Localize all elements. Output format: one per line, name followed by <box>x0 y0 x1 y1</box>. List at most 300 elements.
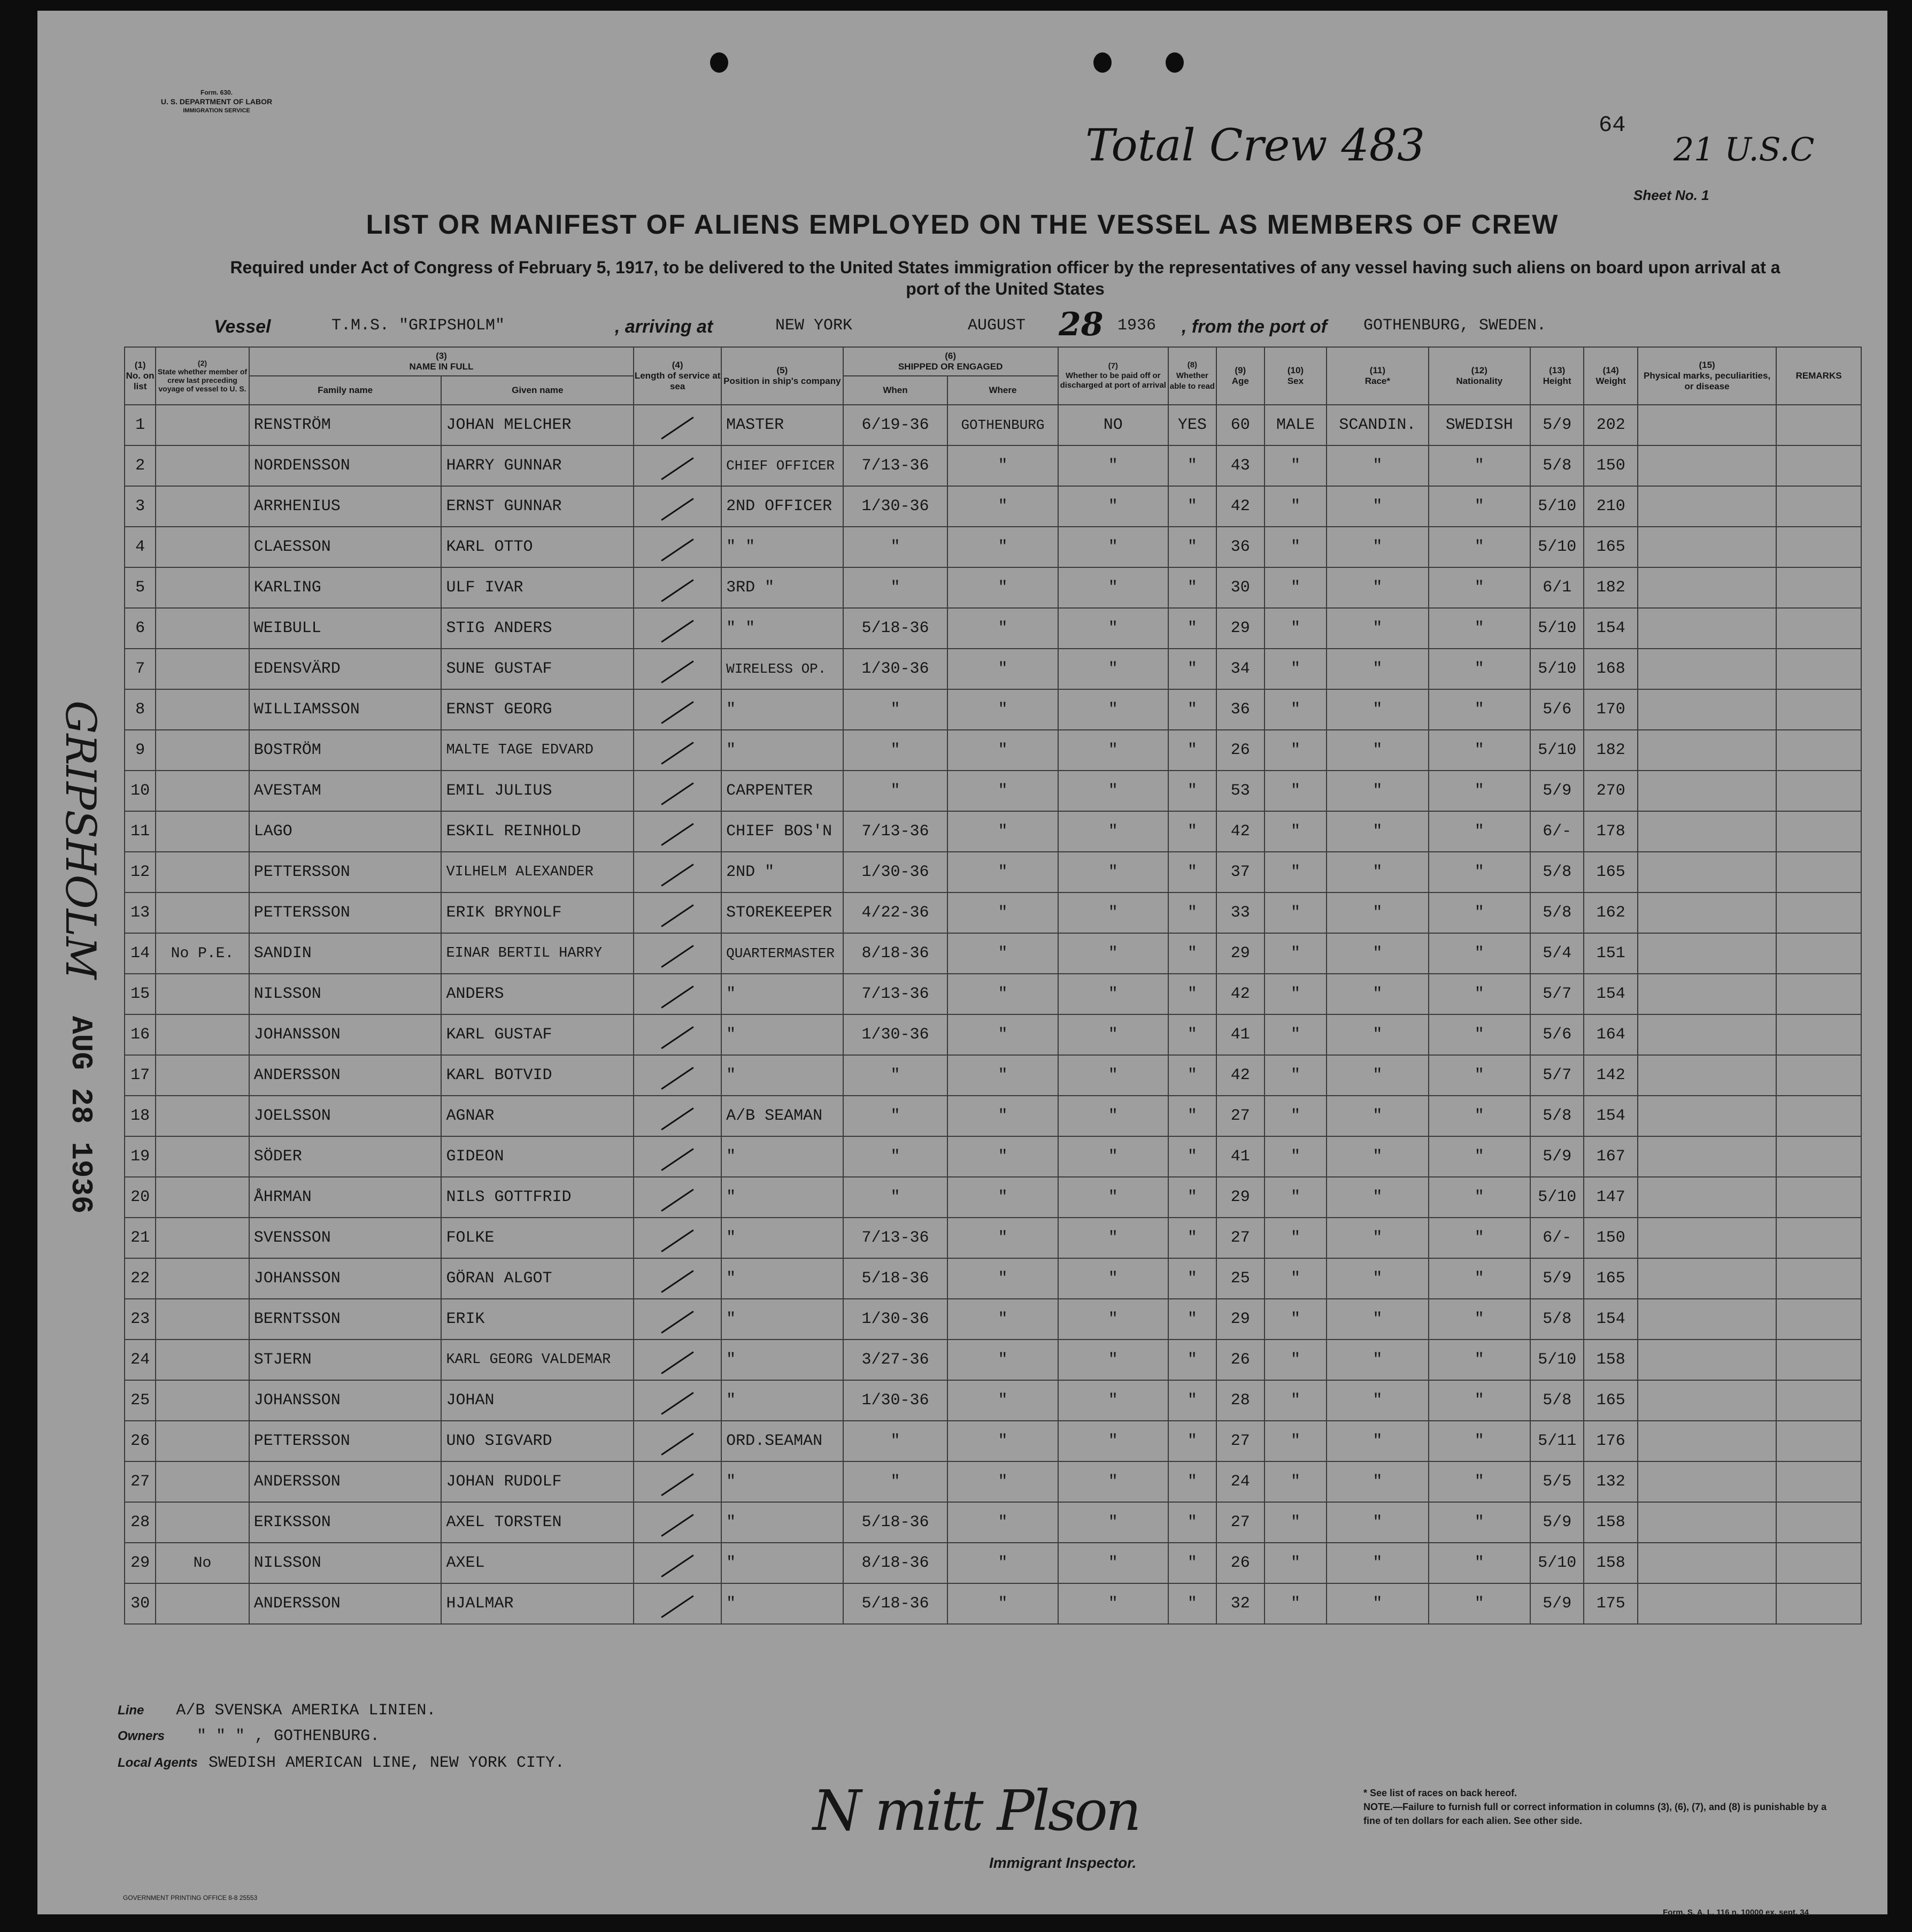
cell-shipped-when: 6/19-36 <box>843 405 948 445</box>
cell-previous-voyage: No <box>156 1543 249 1583</box>
cell-sex: " <box>1265 1461 1327 1502</box>
cell-paid-off: " <box>1058 730 1168 771</box>
cell-nationality: " <box>1429 1299 1530 1340</box>
cell-paid-off: " <box>1058 567 1168 608</box>
cell-shipped-where: " <box>947 892 1058 933</box>
cell-position: " " <box>721 527 843 567</box>
cell-race: " <box>1327 689 1428 730</box>
cell-able-to-read: " <box>1168 1340 1216 1380</box>
cell-height: 5/9 <box>1530 1502 1584 1543</box>
cell-physical-marks <box>1638 1380 1776 1421</box>
cell-weight: 202 <box>1584 405 1638 445</box>
cell-nationality: " <box>1429 811 1530 852</box>
cell-position: CHIEF BOS'N <box>721 811 843 852</box>
cell-given-name: SUNE GUSTAF <box>441 649 634 689</box>
cell-race: " <box>1327 771 1428 811</box>
tick-mark <box>661 823 693 846</box>
cell-shipped-where: " <box>947 486 1058 527</box>
owners-label: Owners <box>118 1729 165 1743</box>
tick-mark <box>661 660 693 683</box>
cell-remarks <box>1776 771 1861 811</box>
cell-able-to-read: " <box>1168 1583 1216 1624</box>
cell-weight: 158 <box>1584 1543 1638 1583</box>
cell-nationality: " <box>1429 1421 1530 1461</box>
line-value: A/B SVENSKA AMERIKA LINIEN. <box>176 1702 436 1720</box>
cell-height: 5/7 <box>1530 974 1584 1014</box>
cell-position: " <box>721 1340 843 1380</box>
cell-length-of-service <box>634 1014 721 1055</box>
cell-physical-marks <box>1638 1218 1776 1258</box>
cell-weight: 158 <box>1584 1502 1638 1543</box>
cell-physical-marks <box>1638 405 1776 445</box>
cell-length-of-service <box>634 486 721 527</box>
table-row <box>125 811 1861 852</box>
cell-race: " <box>1327 1299 1428 1340</box>
cell-position: " <box>721 974 843 1014</box>
cell-previous-voyage <box>156 771 249 811</box>
cell-paid-off: " <box>1058 974 1168 1014</box>
cell-shipped-where: " <box>947 527 1058 567</box>
cell-weight: 164 <box>1584 1014 1638 1055</box>
cell-age: 30 <box>1216 567 1265 608</box>
cell-paid-off: " <box>1058 1421 1168 1461</box>
tick-mark <box>661 417 693 440</box>
cell-shipped-where: " <box>947 1055 1058 1096</box>
cell-race: " <box>1327 527 1428 567</box>
cell-able-to-read: " <box>1168 1461 1216 1502</box>
cell-height: 5/8 <box>1530 852 1584 892</box>
cell-family-name: EDENSVÄRD <box>249 649 442 689</box>
cell-weight: 165 <box>1584 1258 1638 1299</box>
cell-list-number: 12 <box>125 852 156 892</box>
cell-length-of-service <box>634 527 721 567</box>
cell-nationality: " <box>1429 1583 1530 1624</box>
cell-sex: MALE <box>1265 405 1327 445</box>
cell-nationality: " <box>1429 1258 1530 1299</box>
cell-family-name: NORDENSSON <box>249 445 442 486</box>
cell-list-number: 7 <box>125 649 156 689</box>
cell-race: " <box>1327 1380 1428 1421</box>
cell-remarks <box>1776 1543 1861 1583</box>
cell-height: 5/9 <box>1530 1136 1584 1177</box>
cell-shipped-when: 7/13-36 <box>843 811 948 852</box>
cell-race: " <box>1327 1218 1428 1258</box>
cell-length-of-service <box>634 1177 721 1218</box>
cell-shipped-when: " <box>843 1177 948 1218</box>
cell-sex: " <box>1265 1421 1327 1461</box>
cell-weight: 165 <box>1584 852 1638 892</box>
cell-age: 26 <box>1216 1340 1265 1380</box>
cell-position: " <box>721 1502 843 1543</box>
cell-given-name: VILHELM ALEXANDER <box>441 852 634 892</box>
cell-race: " <box>1327 811 1428 852</box>
cell-able-to-read: " <box>1168 771 1216 811</box>
cell-family-name: BOSTRÖM <box>249 730 442 771</box>
cell-nationality: " <box>1429 567 1530 608</box>
punch-hole <box>1166 52 1184 73</box>
cell-paid-off: " <box>1058 892 1168 933</box>
cell-shipped-when: 5/18-36 <box>843 1583 948 1624</box>
cell-given-name: AGNAR <box>441 1096 634 1136</box>
cell-sex: " <box>1265 486 1327 527</box>
cell-paid-off: " <box>1058 1340 1168 1380</box>
cell-shipped-when: 1/30-36 <box>843 1299 948 1340</box>
cell-family-name: ANDERSSON <box>249 1461 442 1502</box>
cell-nationality: " <box>1429 771 1530 811</box>
cell-sex: " <box>1265 1340 1327 1380</box>
cell-shipped-when: " <box>843 1421 948 1461</box>
margin-date-stamp: AUG 28 1936 <box>64 1016 98 1214</box>
cell-age: 43 <box>1216 445 1265 486</box>
cell-able-to-read: " <box>1168 445 1216 486</box>
cell-weight: 154 <box>1584 974 1638 1014</box>
cell-shipped-where: " <box>947 811 1058 852</box>
cell-given-name: EMIL JULIUS <box>441 771 634 811</box>
col-sex: (10) Sex <box>1265 347 1327 405</box>
cell-nationality: " <box>1429 1096 1530 1136</box>
cell-physical-marks <box>1638 445 1776 486</box>
cell-position: 3RD " <box>721 567 843 608</box>
cell-shipped-when: 7/13-36 <box>843 974 948 1014</box>
cell-able-to-read: " <box>1168 1380 1216 1421</box>
cell-list-number: 10 <box>125 771 156 811</box>
owners-field <box>118 1727 380 1745</box>
cell-family-name: PETTERSSON <box>249 1421 442 1461</box>
cell-height: 5/8 <box>1530 892 1584 933</box>
cell-remarks <box>1776 608 1861 649</box>
cell-height: 5/10 <box>1530 1177 1584 1218</box>
cell-physical-marks <box>1638 730 1776 771</box>
cell-able-to-read: " <box>1168 649 1216 689</box>
cell-position: 2ND " <box>721 852 843 892</box>
cell-length-of-service <box>634 689 721 730</box>
cell-previous-voyage <box>156 1014 249 1055</box>
cell-physical-marks <box>1638 811 1776 852</box>
col-given-name: Given name <box>441 376 634 405</box>
cell-nationality: " <box>1429 974 1530 1014</box>
table-row <box>125 527 1861 567</box>
cell-able-to-read: " <box>1168 567 1216 608</box>
cell-age: 25 <box>1216 1258 1265 1299</box>
cell-weight: 142 <box>1584 1055 1638 1096</box>
page-number: 64 <box>1599 112 1626 138</box>
line-field <box>118 1702 436 1720</box>
cell-given-name: ERIK BRYNOLF <box>441 892 634 933</box>
cell-shipped-where: " <box>947 649 1058 689</box>
cell-shipped-where: GOTHENBURG <box>947 405 1058 445</box>
cell-previous-voyage <box>156 1299 249 1340</box>
cell-remarks <box>1776 1502 1861 1543</box>
cell-physical-marks <box>1638 1340 1776 1380</box>
cell-age: 27 <box>1216 1421 1265 1461</box>
cell-length-of-service <box>634 1380 721 1421</box>
manifest-sheet <box>37 11 1887 1917</box>
cell-paid-off: " <box>1058 1096 1168 1136</box>
cell-shipped-when: " <box>843 689 948 730</box>
cell-paid-off: " <box>1058 933 1168 974</box>
cell-shipped-when: 5/18-36 <box>843 1258 948 1299</box>
cell-position: " <box>721 1177 843 1218</box>
cell-weight: 168 <box>1584 649 1638 689</box>
cell-age: 29 <box>1216 933 1265 974</box>
cell-position: " <box>721 1461 843 1502</box>
cell-nationality: " <box>1429 1380 1530 1421</box>
cell-family-name: SANDIN <box>249 933 442 974</box>
department-name: U. S. DEPARTMENT OF LABOR <box>160 97 273 106</box>
document-title: LIST OR MANIFEST OF ALIENS EMPLOYED ON THE VESSEL AS MEMBERS OF CREW <box>366 209 1559 240</box>
cell-list-number: 27 <box>125 1461 156 1502</box>
cell-race: " <box>1327 1461 1428 1502</box>
inspector-signature: N mitt Plson <box>813 1778 1139 1843</box>
cell-remarks <box>1776 974 1861 1014</box>
cell-weight: 178 <box>1584 811 1638 852</box>
cell-paid-off: " <box>1058 1380 1168 1421</box>
cell-length-of-service <box>634 933 721 974</box>
cell-paid-off: " <box>1058 608 1168 649</box>
cell-height: 5/9 <box>1530 771 1584 811</box>
form-identifier <box>136 88 297 116</box>
cell-sex: " <box>1265 1258 1327 1299</box>
tick-mark <box>661 1311 693 1334</box>
cell-family-name: STJERN <box>249 1340 442 1380</box>
cell-remarks <box>1776 1421 1861 1461</box>
cell-able-to-read: " <box>1168 1096 1216 1136</box>
cell-race: " <box>1327 1340 1428 1380</box>
cell-shipped-when: 1/30-36 <box>843 1014 948 1055</box>
cell-shipped-when: 1/30-36 <box>843 1380 948 1421</box>
cell-paid-off: " <box>1058 852 1168 892</box>
cell-shipped-where: " <box>947 608 1058 649</box>
cell-weight: 182 <box>1584 567 1638 608</box>
cell-shipped-when: " <box>843 1461 948 1502</box>
cell-given-name: HARRY GUNNAR <box>441 445 634 486</box>
cell-able-to-read: " <box>1168 1299 1216 1340</box>
agents-label: Local Agents <box>118 1756 198 1770</box>
cell-family-name: ANDERSSON <box>249 1055 442 1096</box>
cell-age: 27 <box>1216 1502 1265 1543</box>
tick-mark <box>661 1026 693 1049</box>
cell-list-number: 26 <box>125 1421 156 1461</box>
cell-list-number: 30 <box>125 1583 156 1624</box>
table-row <box>125 1258 1861 1299</box>
col-family-name: Family name <box>249 376 442 405</box>
cell-nationality: " <box>1429 852 1530 892</box>
cell-previous-voyage <box>156 852 249 892</box>
cell-nationality: " <box>1429 608 1530 649</box>
cell-age: 28 <box>1216 1380 1265 1421</box>
cell-weight: 176 <box>1584 1421 1638 1461</box>
cell-physical-marks <box>1638 1055 1776 1096</box>
cell-weight: 210 <box>1584 486 1638 527</box>
cell-list-number: 8 <box>125 689 156 730</box>
cell-height: 5/4 <box>1530 933 1584 974</box>
cell-height: 5/9 <box>1530 1583 1584 1624</box>
cell-length-of-service <box>634 567 721 608</box>
cell-weight: 270 <box>1584 771 1638 811</box>
cell-remarks <box>1776 1218 1861 1258</box>
cell-shipped-where: " <box>947 1461 1058 1502</box>
tick-mark <box>661 701 693 724</box>
cell-remarks <box>1776 852 1861 892</box>
cell-physical-marks <box>1638 933 1776 974</box>
cell-age: 42 <box>1216 1055 1265 1096</box>
tick-mark <box>661 782 693 805</box>
cell-shipped-where: " <box>947 730 1058 771</box>
cell-remarks <box>1776 1055 1861 1096</box>
cell-able-to-read: " <box>1168 1218 1216 1258</box>
cell-able-to-read: " <box>1168 933 1216 974</box>
cell-remarks <box>1776 527 1861 567</box>
cell-given-name: ULF IVAR <box>441 567 634 608</box>
cell-sex: " <box>1265 689 1327 730</box>
cell-position: STOREKEEPER <box>721 892 843 933</box>
cell-shipped-where: " <box>947 1421 1058 1461</box>
cell-given-name: JOHAN <box>441 1380 634 1421</box>
cell-race: " <box>1327 730 1428 771</box>
cell-length-of-service <box>634 771 721 811</box>
cell-previous-voyage <box>156 1096 249 1136</box>
from-port: GOTHENBURG, SWEDEN. <box>1363 317 1547 335</box>
cell-given-name: KARL GEORG VALDEMAR <box>441 1340 634 1380</box>
cell-age: 29 <box>1216 1299 1265 1340</box>
agents-field <box>118 1754 565 1772</box>
cell-list-number: 3 <box>125 486 156 527</box>
cell-age: 53 <box>1216 771 1265 811</box>
cell-family-name: CLAESSON <box>249 527 442 567</box>
cell-race: " <box>1327 1096 1428 1136</box>
cell-age: 24 <box>1216 1461 1265 1502</box>
cell-list-number: 20 <box>125 1177 156 1218</box>
cell-shipped-where: " <box>947 1380 1058 1421</box>
cell-previous-voyage <box>156 445 249 486</box>
cell-able-to-read: " <box>1168 1177 1216 1218</box>
cell-shipped-when: 8/18-36 <box>843 1543 948 1583</box>
cell-remarks <box>1776 649 1861 689</box>
vessel-line <box>214 306 1764 343</box>
cell-previous-voyage <box>156 1055 249 1096</box>
cell-height: 5/5 <box>1530 1461 1584 1502</box>
cell-height: 5/6 <box>1530 689 1584 730</box>
cell-family-name: KARLING <box>249 567 442 608</box>
cell-able-to-read: " <box>1168 689 1216 730</box>
cell-remarks <box>1776 933 1861 974</box>
cell-nationality: SWEDISH <box>1429 405 1530 445</box>
cell-position: " <box>721 1218 843 1258</box>
cell-height: 6/1 <box>1530 567 1584 608</box>
cell-family-name: ARRHENIUS <box>249 486 442 527</box>
cell-able-to-read: " <box>1168 1502 1216 1543</box>
cell-given-name: JOHAN MELCHER <box>441 405 634 445</box>
cell-given-name: KARL OTTO <box>441 527 634 567</box>
cell-sex: " <box>1265 1218 1327 1258</box>
cell-remarks <box>1776 445 1861 486</box>
cell-remarks <box>1776 730 1861 771</box>
cell-able-to-read: YES <box>1168 405 1216 445</box>
cell-list-number: 25 <box>125 1380 156 1421</box>
cell-family-name: JOHANSSON <box>249 1014 442 1055</box>
tick-mark <box>661 1554 693 1577</box>
cell-paid-off: " <box>1058 1055 1168 1096</box>
cell-race: " <box>1327 567 1428 608</box>
cell-shipped-when: " <box>843 771 948 811</box>
cell-list-number: 6 <box>125 608 156 649</box>
cell-weight: 182 <box>1584 730 1638 771</box>
cell-remarks <box>1776 1583 1861 1624</box>
cell-previous-voyage <box>156 1380 249 1421</box>
cell-race: " <box>1327 1177 1428 1218</box>
cell-nationality: " <box>1429 933 1530 974</box>
cell-family-name: PETTERSSON <box>249 852 442 892</box>
cell-paid-off: " <box>1058 811 1168 852</box>
cell-height: 5/10 <box>1530 608 1584 649</box>
cell-length-of-service <box>634 608 721 649</box>
cell-sex: " <box>1265 892 1327 933</box>
cell-physical-marks <box>1638 852 1776 892</box>
cell-able-to-read: " <box>1168 1258 1216 1299</box>
cell-age: 41 <box>1216 1014 1265 1055</box>
cell-able-to-read: " <box>1168 1136 1216 1177</box>
cell-shipped-where: " <box>947 1177 1058 1218</box>
cell-weight: 150 <box>1584 1218 1638 1258</box>
cell-family-name: JOHANSSON <box>249 1380 442 1421</box>
cell-paid-off: " <box>1058 771 1168 811</box>
cell-position: " <box>721 1543 843 1583</box>
cell-physical-marks <box>1638 1543 1776 1583</box>
tick-mark <box>661 1351 693 1374</box>
cell-weight: 151 <box>1584 933 1638 974</box>
crew-manifest-table <box>124 347 1862 1625</box>
table-row <box>125 1543 1861 1583</box>
cell-shipped-where: " <box>947 852 1058 892</box>
col-shipped-or-engaged: (6) SHIPPED OR ENGAGED <box>843 347 1058 376</box>
cell-able-to-read: " <box>1168 608 1216 649</box>
cell-shipped-where: " <box>947 1340 1058 1380</box>
cell-position: QUARTERMASTER <box>721 933 843 974</box>
cell-position: " " <box>721 608 843 649</box>
col-able-to-read: (8) Whether able to read <box>1168 347 1216 405</box>
cell-shipped-when: " <box>843 527 948 567</box>
cell-nationality: " <box>1429 1218 1530 1258</box>
cell-remarks <box>1776 1299 1861 1340</box>
table-row <box>125 1583 1861 1624</box>
cell-age: 36 <box>1216 527 1265 567</box>
col-previous-voyage: (2) State whether member of crew last preceding voyage of vessel to U. S. <box>156 347 249 405</box>
cell-shipped-where: " <box>947 1543 1058 1583</box>
cell-physical-marks <box>1638 1177 1776 1218</box>
table-row <box>125 1340 1861 1380</box>
table-row <box>125 974 1861 1014</box>
cell-sex: " <box>1265 527 1327 567</box>
table-row <box>125 1502 1861 1543</box>
cell-shipped-where: " <box>947 1136 1058 1177</box>
cell-shipped-when: 1/30-36 <box>843 649 948 689</box>
cell-length-of-service <box>634 974 721 1014</box>
col-weight: (14) Weight <box>1584 347 1638 405</box>
cell-height: 5/8 <box>1530 445 1584 486</box>
cell-age: 36 <box>1216 689 1265 730</box>
cell-length-of-service <box>634 852 721 892</box>
cell-length-of-service <box>634 1340 721 1380</box>
cell-age: 32 <box>1216 1583 1265 1624</box>
cell-paid-off: " <box>1058 1461 1168 1502</box>
cell-list-number: 17 <box>125 1055 156 1096</box>
cell-family-name: NILSSON <box>249 974 442 1014</box>
cell-race: " <box>1327 1421 1428 1461</box>
cell-height: 5/10 <box>1530 486 1584 527</box>
cell-family-name: JOELSSON <box>249 1096 442 1136</box>
cell-previous-voyage <box>156 486 249 527</box>
table-row <box>125 567 1861 608</box>
